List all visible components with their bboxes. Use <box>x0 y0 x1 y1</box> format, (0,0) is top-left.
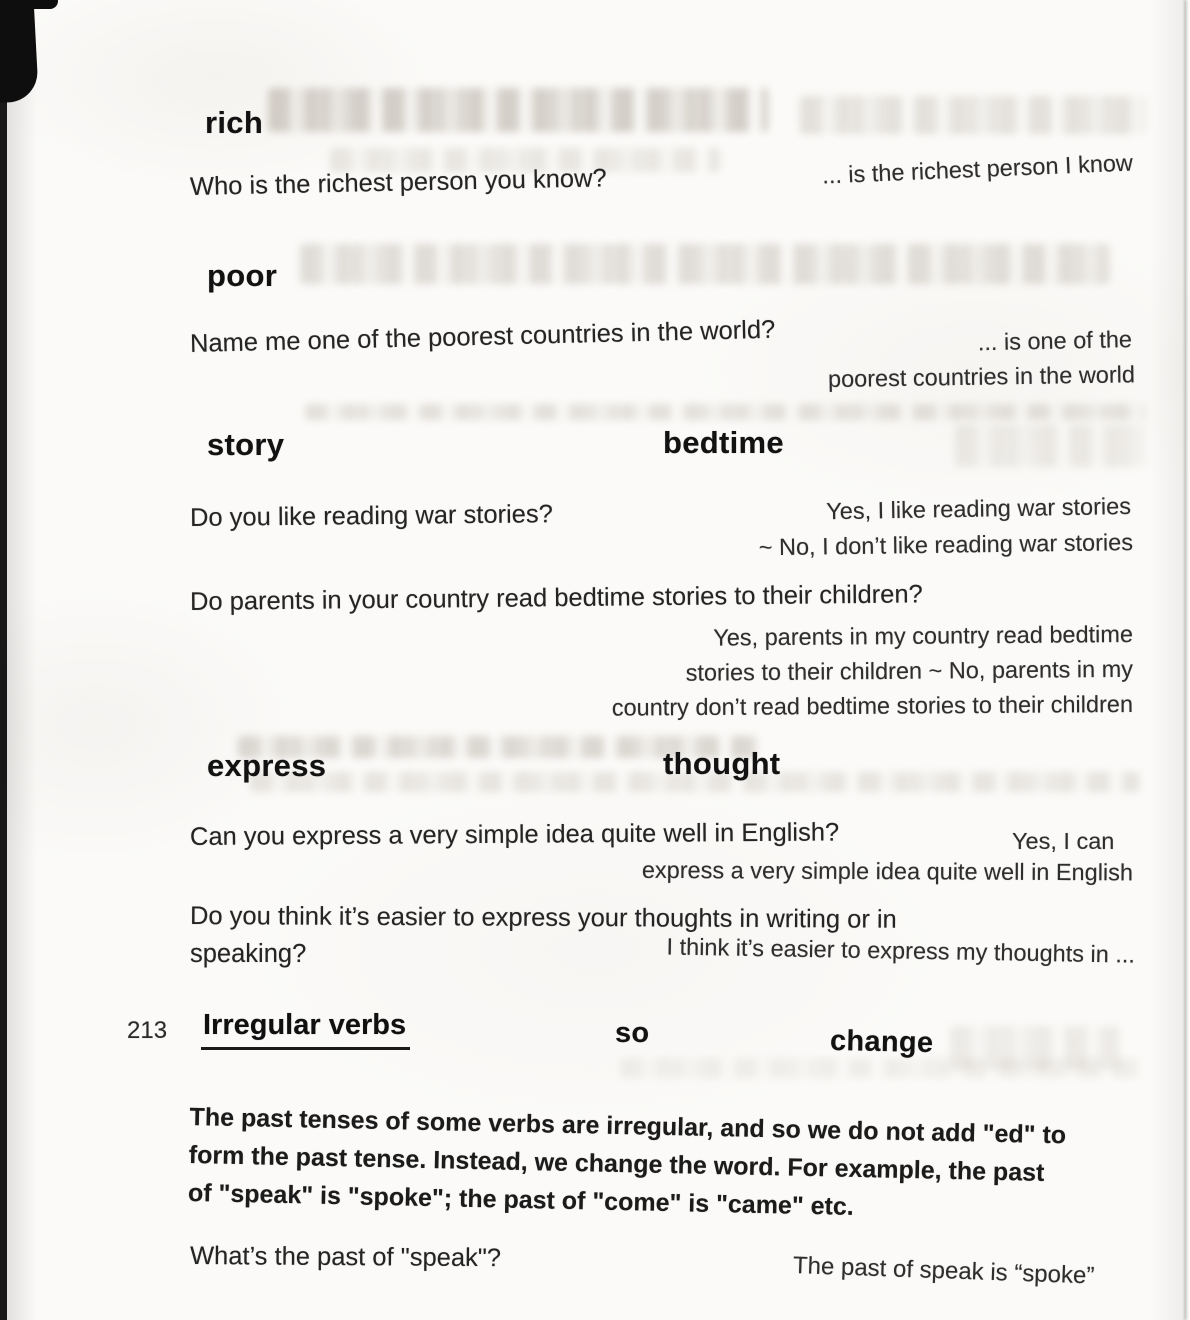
answer-bedtime-stories-line-1: Yes, parents in my country read bedtime <box>713 620 1134 651</box>
answer-war-stories-line-1: Yes, I like reading war stories <box>825 492 1132 525</box>
headword-change: change <box>829 1024 934 1060</box>
paragraph-line-1: The past tenses of some verbs are irregular, and so we do not add "ed" to <box>189 1102 1067 1150</box>
bleed-through-ghost <box>955 425 1145 467</box>
question-past-of-speak: What’s the past of "speak"? <box>189 1242 502 1273</box>
answer-bedtime-stories-line-3: country don’t read bedtime stories to their children <box>611 690 1134 721</box>
section-title-irregular-verbs: Irregular verbs <box>201 1010 410 1050</box>
headword-thought: thought <box>663 746 781 781</box>
headword-rich: rich <box>205 105 264 140</box>
answer-richest-person: ... is the richest person I know <box>821 149 1134 189</box>
scan-edge-left <box>0 0 7 1320</box>
question-who-richest: Who is the richest person you know? <box>189 164 607 201</box>
bleed-through-ghost <box>268 88 768 132</box>
question-express-idea: Can you express a very simple idea quite well in English? <box>189 818 840 851</box>
bleed-through-ghost <box>300 244 1110 284</box>
paragraph-line-3: of "speak" is "spoke"; the past of "come" is "came" etc. <box>187 1178 855 1221</box>
question-express-thoughts-line-1: Do you think it’s easier to express your thoughts in writing or in <box>189 902 897 934</box>
answer-war-stories-line-2: ~ No, I don’t like reading war stories <box>758 529 1134 561</box>
paragraph-line-2: form the past tense. Instead, we change the word. For example, the past <box>188 1140 1045 1187</box>
bleed-through-ghost <box>800 96 1145 134</box>
scan-corner-top-left <box>0 0 39 103</box>
answer-express-idea-line-1: Yes, I can <box>1012 828 1115 854</box>
question-war-stories: Do you like reading war stories? <box>189 500 553 532</box>
answer-bedtime-stories-line-2: stories to their children ~ No, parents in my <box>685 655 1134 686</box>
headword-express: express <box>207 748 327 783</box>
headword-poor: poor <box>207 258 278 293</box>
question-express-thoughts-line-2: speaking? <box>190 940 307 968</box>
answer-poorest-line-1: ... is one of the <box>977 326 1133 356</box>
answer-poorest-line-2: poorest countries in the world <box>827 361 1136 393</box>
section-number: 213 <box>127 1017 168 1044</box>
page-shadow-left <box>7 0 37 1320</box>
headword-bedtime: bedtime <box>663 425 784 460</box>
headword-story: story <box>207 427 285 462</box>
answer-express-idea-line-2: express a very simple idea quite well in English <box>641 856 1134 886</box>
page-shadow-right <box>1150 0 1186 1320</box>
headword-so: so <box>615 1017 650 1049</box>
bleed-through-ghost <box>620 1058 1140 1078</box>
bleed-through-ghost <box>305 404 1145 420</box>
answer-past-of-speak: The past of speak is “spoke” <box>792 1252 1095 1290</box>
answer-express-thoughts: I think it’s easier to express my thoughts in ... <box>666 933 1136 968</box>
question-bedtime-stories: Do parents in your country read bedtime stories to their children? <box>189 580 923 616</box>
question-poorest-countries: Name me one of the poorest countries in the world? <box>189 315 776 358</box>
paragraph-irregular-verbs <box>188 1098 1067 1230</box>
scan-edge-right <box>1184 0 1187 1320</box>
